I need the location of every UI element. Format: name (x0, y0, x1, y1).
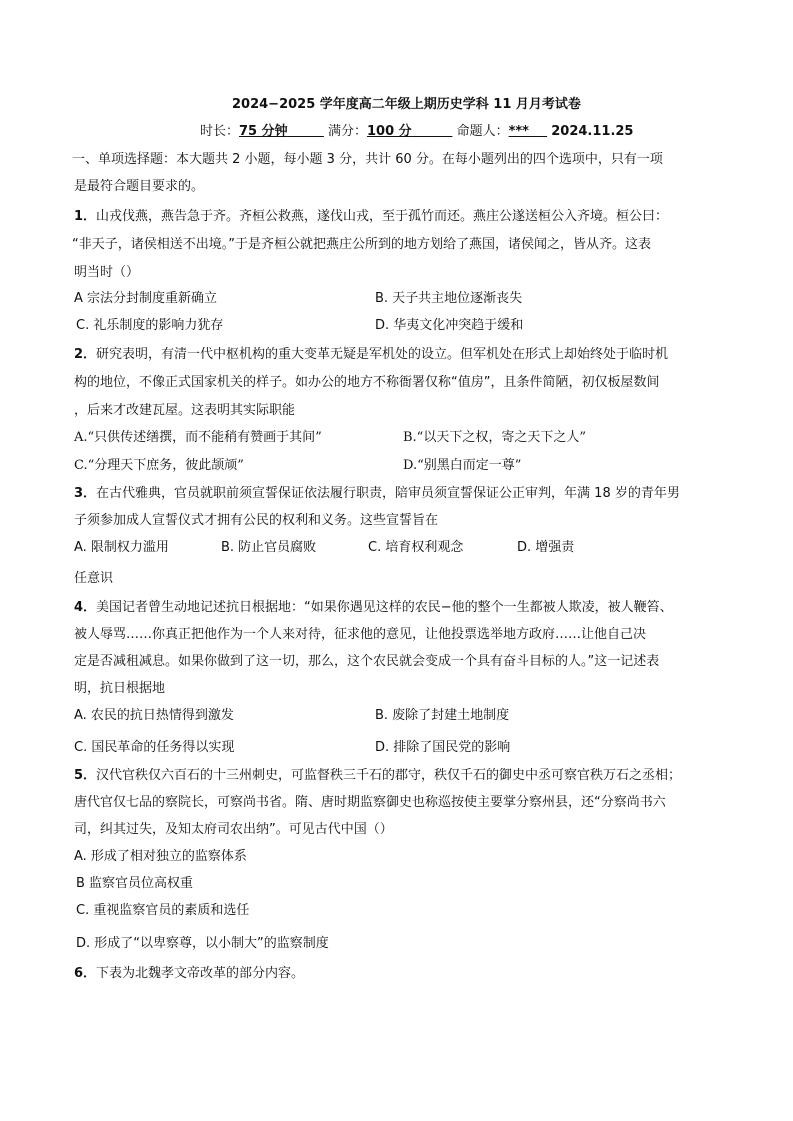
question-1-line-2: “非天子，诸侯相送不出境。”于是齐桓公就把燕庄公所到的地方划给了燕国，诸侯闻之，皆从齐。这表 (72, 237, 651, 252)
question-5-number: 5． (74, 768, 97, 783)
question-5-option-d: D. 形成了“以卑察尊，以小制大”的监察制度 (76, 936, 329, 951)
question-3-stem: 在古代雅典，官员就职前须宣誓保证依法履行职责，陪审员须宣誓保证公正审判，年满 18 岁的青年男 (96, 486, 680, 501)
question-4-line-1 (74, 599, 673, 617)
question-4-stem: 美国记者曾生动地记述抗日根据地：“如果你遇见这样的农民−他的整个一生都被人欺凌，被人鞭笞、 (96, 600, 673, 615)
question-4-option-a: A. 农民的抗日热情得到激发 (74, 708, 234, 723)
question-4-line-3: 定是否减租减息。如果你做到了这一切，那么，这个农民就会变成一个具有奋斗目标的人。”这一记述表 (74, 654, 660, 669)
question-2-line-3: ，后来才改建瓦屋。这表明其实际职能 (74, 403, 296, 418)
question-3-line-2: 子须参加成人宣誓仪式才拥有公民的权利和义务。这些宣誓旨在 (74, 513, 439, 528)
question-6-stem: 下表为北魏孝文帝改革的部分内容。 (96, 966, 305, 981)
exam-date: 2024.11.25 (551, 124, 634, 139)
question-4-option-c: C. 国民革命的任务得以实现 (74, 740, 235, 755)
section-instruction-cont: 是最符合题目要求的。 (74, 179, 205, 194)
question-4-line-4: 明，抗日根据地 (74, 681, 166, 696)
author-label: 命题人： (456, 124, 509, 139)
question-2-option-d: D.“别黑白而定一尊” (403, 458, 522, 473)
question-2-line-1 (74, 346, 668, 364)
question-2-option-c: C.“分理天下庶务，彼此颉颃” (74, 458, 244, 473)
author-value: *** (508, 124, 529, 139)
question-5-line-2: 唐代官仅七品的察院长，可察尚书省。隋、唐时期监察御史也称巡按使主要掌分察州县，还“分察尚书六 (74, 795, 666, 810)
question-2-number: 2． (74, 347, 97, 362)
question-2-stem: 研究表明，有清一代中枢机构的重大变革无疑是军机处的设立。但军机处在形式上却始终处于临时机 (96, 347, 669, 362)
duration-blank (288, 124, 324, 139)
duration-label: 时长： (200, 124, 240, 139)
question-3-option-b: B. 防止官员腐败 (221, 540, 317, 555)
question-6-number: 6． (74, 966, 97, 981)
question-5-stem: 汉代官秩仅六百石的十三州刺史，可监督秩三千石的郡守，秩仅千石的御史中丞可察官秩万石之丞相； (96, 768, 682, 783)
question-1-stem: 山戎伐燕，燕告急于齐。齐桓公救燕，遂伐山戎，至于孤竹而还。燕庄公遂送桓公入齐境。桓公曰： (96, 209, 669, 224)
exam-meta (200, 123, 633, 141)
score-label: 满分： (328, 124, 368, 139)
score-blank (412, 124, 453, 139)
question-3-option-d-cont: 任意识 (74, 571, 114, 586)
question-2-option-a: A.“只供传述缮撰，而不能稍有赞画于其间” (74, 430, 322, 445)
question-1-number: 1． (74, 209, 97, 224)
question-4-option-d: D. 排除了国民党的影响 (375, 740, 511, 755)
question-5-option-b: B 监察官员位高权重 (76, 876, 194, 891)
section-instruction: 一、单项选择题：本大题共 2 小题，每小题 3 分，共计 60 分。在每小题列出的四个选项中，只有一项 (72, 152, 663, 167)
question-5-option-c: C. 重视监察官员的素质和选任 (76, 903, 250, 918)
question-2-option-b: B.“以天下之权，寄之天下之人” (403, 430, 586, 445)
question-5-option-a: A. 形成了相对独立的监察体系 (74, 849, 247, 864)
question-1-line-3: 明当时（） (74, 265, 140, 280)
question-1-option-b: B. 天子共主地位逐渐丧失 (375, 291, 523, 306)
duration-value: 75 分钟 (239, 124, 288, 139)
question-5-line-3: 司，纠其过失，及知太府司农出纳”。可见古代中国（） (74, 822, 393, 837)
question-5-line-1 (74, 767, 681, 785)
question-1-option-d: D. 华夷文化冲突趋于缓和 (375, 318, 524, 333)
score-value: 100 分 (367, 124, 412, 139)
question-1-option-c: C. 礼乐制度的影响力犹存 (76, 318, 224, 333)
question-3-option-d: D. 增强责 (517, 540, 575, 555)
question-6-line-1 (74, 965, 304, 983)
question-3-option-c: C. 培育权利观念 (368, 540, 464, 555)
question-4-number: 4． (74, 600, 97, 615)
question-3-line-1 (74, 485, 680, 503)
question-1-option-a: A 宗法分封制度重新确立 (74, 291, 218, 306)
question-3-number: 3． (74, 486, 97, 501)
question-4-line-2: 被人辱骂……你真正把他作为一个人来对待，征求他的意见，让他投票选举地方政府……让他自己决 (74, 627, 647, 642)
question-4-option-b: B. 废除了封建土地制度 (375, 708, 510, 723)
exam-title: 2024−2025 学年度高二年级上期历史学科 11 月月考试卷 (232, 97, 581, 112)
question-2-line-2: 构的地位，不像正式国家机关的样子。如办公的地方不称衙署仅称“值房”，且条件简陋，初仅板屋数间 (74, 375, 660, 390)
question-3-option-a: A. 限制权力滥用 (74, 540, 169, 555)
question-1-line-1 (74, 208, 668, 226)
author-blank (529, 124, 547, 139)
